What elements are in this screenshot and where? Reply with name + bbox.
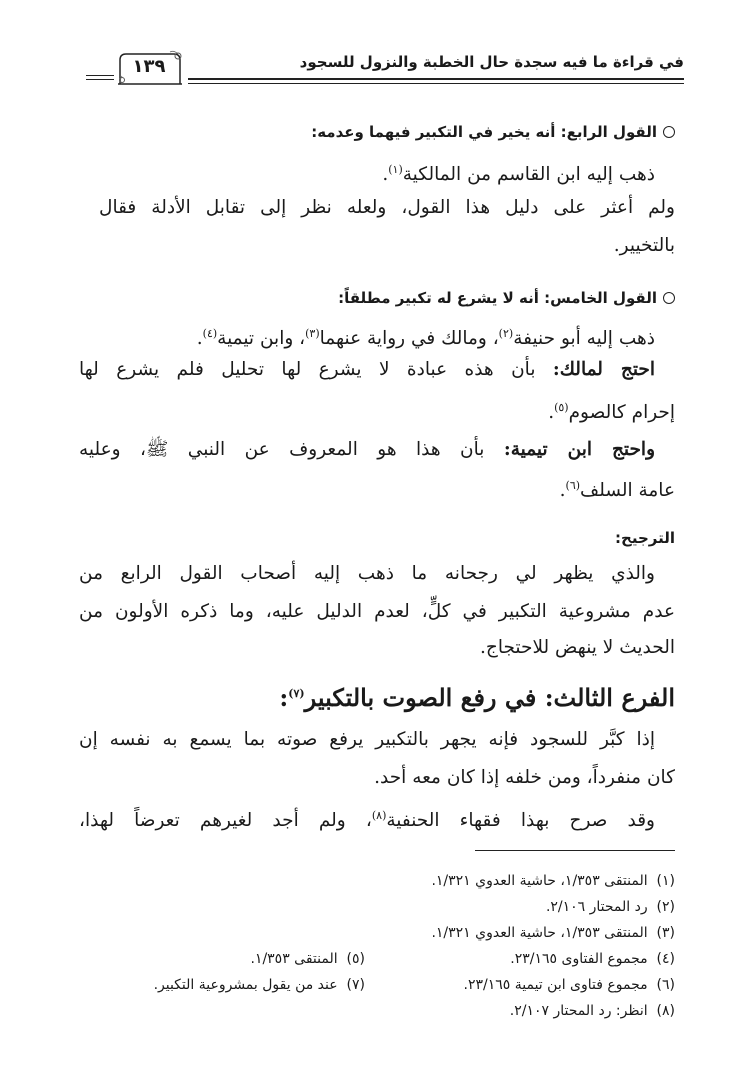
footnote-ref[interactable]: (٦) (565, 479, 581, 492)
paragraph-line: ولم أعثر على دليل هذا القول، ولعله نظر إلى تقابل الأدلة فقال (99, 197, 675, 218)
footnote-ref[interactable]: (١) (388, 163, 403, 176)
paragraph-line: الحديث لا ينهض للاحتجاج. (480, 637, 675, 658)
footnote-ref[interactable]: (٥) (554, 401, 569, 414)
header-left-dash (86, 75, 114, 76)
header-rule-thin (188, 83, 684, 84)
paragraph-line: ذهب إليه ابن القاسم من المالكية$^{(١)}$. (382, 163, 655, 186)
paragraph-line: إحرام كالصوم$^{(٥)}$. (548, 401, 675, 424)
footnote-8: (٨) انظر: رد المحتار ٢/١٠٧. (509, 1003, 675, 1019)
paragraph-line: والذي يظهر لي رجحانه ما ذهب إليه أصحاب القول الرابع من (79, 563, 655, 584)
footnote-3: (٣) المنتقى ١/٣٥٣، حاشية العدوي ١/٣٢١. (431, 925, 675, 941)
page-header (88, 48, 684, 88)
page-number: ١٣٩ (132, 56, 166, 77)
argument-lead: واحتج ابن تيمية: (503, 439, 656, 460)
page-number-frame (116, 50, 184, 84)
footnote-ref[interactable]: (٧) (288, 687, 305, 700)
footnote-separator (475, 850, 675, 851)
footnote-7: (٧) عند من يقول بمشروعية التكبير. (153, 977, 365, 993)
paragraph-line: كان منفرداً، ومن خلفه إذا كان معه أحد. (374, 767, 675, 788)
footnote-ref[interactable]: (٣) (305, 327, 320, 340)
heading-tarjih: الترجيح: (615, 529, 675, 547)
heading-opinion-5: القول الخامس: أنه لا يشرع له تكبير مطلقاً: (79, 286, 675, 310)
paragraph-line: وقد صرح بهذا فقهاء الحنفية$^{(٨)}$، ولم أجد لغيرهم تعرضاً لهذا، (79, 809, 655, 832)
footnote-2: (٢) رد المحتار ٢/١٠٦. (545, 899, 675, 915)
paragraph-line: إذا كبَّر للسجود فإنه يجهر بالتكبير يرفع صوته بما يسمع به نفسه إن (79, 729, 655, 750)
argument-lead: احتج لمالك: (552, 359, 655, 380)
circle-bullet-icon (663, 126, 675, 138)
paragraph-line: بالتخيير. (613, 235, 675, 256)
footnote-4: (٤) مجموع الفتاوى ٢٣/١٦٥. (510, 951, 675, 967)
footnote-ref[interactable]: (٢) (498, 327, 514, 340)
paragraph-line: عامة السلف$^{(٦)}$. (559, 479, 675, 502)
footnote-ref[interactable]: (٤) (202, 327, 218, 340)
header-left-dash-2 (86, 79, 114, 80)
footnote-ref[interactable]: (٨) (371, 809, 387, 822)
heading-branch-3: الفرع الثالث: في رفع الصوت بالتكبير$^{(٧)}$: (279, 683, 675, 712)
header-rule (188, 78, 684, 80)
footnote-6: (٦) مجموع فتاوى ابن تيمية ٢٣/١٦٥. (463, 977, 675, 993)
heading-opinion-4: القول الرابع: أنه يخير في التكبير فيهما وعدمه: (79, 120, 675, 144)
paragraph-line: عدم مشروعية التكبير في كلٍّ، لعدم الدليل عليه، وما ذكره الأولون من (79, 601, 675, 622)
paragraph-line: واحتج ابن تيمية: بأن هذا هو المعروف عن النبي ﷺ، وعليه (79, 439, 656, 460)
paragraph-line: ذهب إليه أبو حنيفة$^{(٢)}$، ومالك في رواية عنهما$^{(٣)}$، وابن تيمية$^{(٤)}$. (196, 327, 655, 350)
running-title: في قراءة ما فيه سجدة حال الخطبة والنزول للسجود (299, 53, 684, 71)
paragraph-line: احتج لمالك: بأن هذه عبادة لا يشرع لها تحليل فلم يشرع لها (79, 359, 655, 380)
footnote-1: (١) المنتقى ١/٣٥٣، حاشية العدوي ١/٣٢١. (431, 873, 675, 889)
circle-bullet-icon (663, 292, 675, 304)
footnote-5: (٥) المنتقى ١/٣٥٣. (250, 951, 365, 967)
